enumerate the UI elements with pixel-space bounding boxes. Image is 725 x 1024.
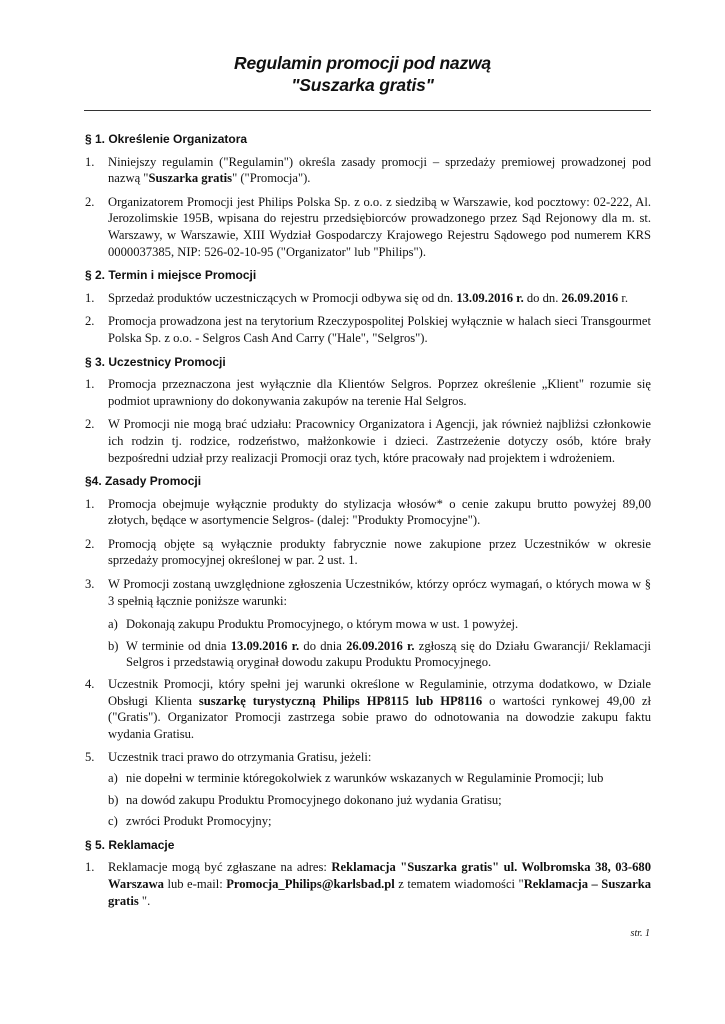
item-text: Promocja obejmuje wyłącznie produkty do stylizacja włosów* o cenie zakupu brutto powyżej 89,00 złotych, będące w asortymencie Selgros- (dalej: "Produkty Promocyjne"). bbox=[108, 496, 651, 528]
section-2-heading: § 2. Termin i miejsce Promocji bbox=[85, 268, 257, 283]
item-number: 1. bbox=[85, 860, 95, 875]
section-4-item-5-b bbox=[85, 792, 651, 809]
section-4-item-5-c bbox=[85, 813, 651, 830]
document-body bbox=[85, 124, 651, 916]
sub-item-text: Dokonają zakupu Produktu Promocyjnego, o którym mowa w ust. 1 powyżej. bbox=[126, 617, 519, 632]
section-4-item-5 bbox=[85, 749, 651, 766]
section-4-item-3-a bbox=[85, 616, 651, 633]
item-text: ". bbox=[138, 893, 151, 908]
section-3-item-2 bbox=[85, 416, 651, 466]
item-text: " ("Promocja"). bbox=[232, 171, 311, 186]
item-number: 4. bbox=[85, 677, 95, 692]
complaint-address: Reklamacja "Suszarka gratis" ul. Wolbromska 38, 03-680 Warszawa bbox=[108, 860, 651, 891]
title-line-1: Regulamin promocji pod nazwą bbox=[234, 53, 491, 73]
item-number: 2. bbox=[85, 314, 95, 329]
section-1-item-1 bbox=[85, 154, 651, 187]
section-3-item-1 bbox=[85, 376, 651, 409]
sub-item-text: zgłoszą się do Działu Gwarancji/ Reklamacji Selgros i przedstawią oryginał dowodu zakupu Produktu Promocyjnego. bbox=[126, 638, 651, 670]
sub-item-text: do dnia bbox=[299, 638, 347, 653]
complaint-email: Promocja_Philips@karlsbad.pl bbox=[226, 876, 395, 891]
section-4-item-4 bbox=[85, 676, 651, 742]
item-number: 2. bbox=[85, 536, 95, 551]
section-2-item-1 bbox=[85, 290, 651, 307]
end-date: 26.09.2016 r. bbox=[346, 638, 415, 653]
section-4-item-3-b bbox=[85, 638, 651, 671]
item-text: W Promocji zostaną uwzględnione zgłoszenia Uczestników, którzy oprócz wymagań, o których mowa w § 3 spełnią łącznie poniższe warunki: bbox=[108, 577, 651, 608]
section-2-item-2 bbox=[85, 313, 651, 346]
title-divider bbox=[84, 110, 651, 111]
item-text: lub e-mail: bbox=[163, 876, 227, 891]
section-4-item-1 bbox=[85, 496, 651, 529]
item-number: 1. bbox=[85, 154, 95, 169]
item-number: 3. bbox=[85, 577, 95, 592]
title-line-2: "Suszarka gratis" bbox=[291, 75, 434, 95]
item-text: Reklamacje mogą być zgłaszane na adres: bbox=[108, 860, 332, 875]
sub-item-letter: a) bbox=[108, 617, 118, 632]
section-1-item-2 bbox=[85, 194, 651, 260]
item-text: Promocja prowadzona jest na terytorium Rzeczypospolitej Polskiej wyłącznie w halach sieci Transgourmet Polska Sp. z o.o. - Selgros Cash And Carry ("Hale", "Selgros"). bbox=[108, 314, 651, 345]
sub-item-letter: a) bbox=[108, 771, 118, 785]
item-number: 1. bbox=[85, 496, 95, 511]
item-text: Niniejszy regulamin ("Regulamin") określa zasady promocji – sprzedaży premiowej prowadzonej pod nazwą " bbox=[108, 154, 651, 186]
sub-item-letter: b) bbox=[108, 638, 119, 653]
item-text: do dn. bbox=[523, 290, 562, 305]
document-title bbox=[0, 52, 725, 96]
item-number: 2. bbox=[85, 194, 95, 209]
section-4-item-3 bbox=[85, 576, 651, 609]
section-4-item-2 bbox=[85, 536, 651, 569]
page-number: str. 1 bbox=[630, 928, 650, 939]
section-1-heading: § 1. Określenie Organizatora bbox=[85, 132, 248, 146]
sub-item-letter: b) bbox=[108, 792, 119, 807]
sub-item-letter: c) bbox=[108, 814, 118, 829]
item-text: Uczestnik Promocji, który spełni jej warunki określone w Regulaminie, otrzyma dodatkowo, w Dziale Obsługi Klienta bbox=[108, 677, 651, 708]
item-number: 2. bbox=[85, 417, 95, 432]
gift-product: suszarkę turystyczną Philips HP8115 lub HP8116 bbox=[198, 693, 483, 708]
item-number: 5. bbox=[85, 750, 95, 765]
sub-item-text: W terminie od dnia bbox=[126, 638, 231, 653]
item-text: Promocją objęte są wyłącznie produkty fabrycznie nowe zakupione przez Uczestników w okresie sprzedaży promocyjnej określonej w par. 2 ust. 1. bbox=[108, 536, 651, 568]
sub-item-text: nie dopełni w terminie któregokolwiek z warunków wskazanych w Regulaminie Promocji; lub bbox=[126, 771, 604, 785]
item-text: z tematem wiadomości " bbox=[394, 876, 524, 891]
item-text: Sprzedaż produktów uczestniczących w Promocji odbywa się od dn. bbox=[108, 290, 457, 305]
section-5-item-1 bbox=[85, 859, 651, 909]
item-number: 1. bbox=[85, 377, 95, 392]
item-text: o wartości rynkowej 49,00 zł ("Gratis"). Organizator Promocji zastrzega sobie prawo do odnotowania na dowodzie zakupu faktu wydania Gratisu. bbox=[108, 693, 651, 741]
section-4-item-5-a bbox=[85, 770, 651, 787]
section-4-heading: §4. Zasady Promocji bbox=[85, 474, 202, 489]
item-text: Promocja przeznaczona jest wyłącznie dla Klientów Selgros. Poprzez określenie „Klient" rozumie się podmiot uprawniony do dokonywania zakupów na terenie Hal Selgros. bbox=[108, 377, 651, 408]
end-date: 26.09.2016 bbox=[561, 290, 619, 305]
item-text: Uczestnik traci prawo do otrzymania Gratisu, jeżeli: bbox=[108, 750, 372, 765]
start-date: 13.09.2016 r. bbox=[456, 290, 524, 305]
section-3-heading: § 3. Uczestnicy Promocji bbox=[85, 354, 226, 369]
sub-item-text: zwróci Produkt Promocyjny; bbox=[126, 814, 272, 829]
sub-item-text: na dowód zakupu Produktu Promocyjnego dokonano już wydania Gratisu; bbox=[126, 792, 502, 807]
item-text: W Promocji nie mogą brać udziału: Pracownicy Organizatora i Agencji, jak również najbliżsi członkowie ich rodzin tj. rodzice, rodzeństwo, małżonkowie i dzieci. Zastrzeżenie dotyczy osób, które brały bezpośredni udział przy realizacji Promocji oraz tych, które pracowały nad projektem i wdrożeniem. bbox=[108, 417, 651, 465]
item-text: Organizatorem Promocji jest Philips Polska Sp. z o.o. z siedzibą w Warszawie, kod pocztowy: 02-222, Al. Jerozolimskie 195B, wpisana do rejestru przedsiębiorców prowadzonego przez Sąd Rejonowy dla m. st. Warszawy, w Warszawie, XIII Wydział Gospodarczy Krajowego Rejestru Sądowego pod numerem KRS 0000037385, NIP: 526-02-10-95 ("Organizator" lub "Philips"). bbox=[108, 194, 651, 259]
start-date: 13.09.2016 r. bbox=[230, 638, 300, 653]
item-number: 1. bbox=[85, 290, 95, 305]
section-5-heading: § 5. Reklamacje bbox=[85, 837, 175, 852]
item-text: r. bbox=[618, 290, 628, 305]
promotion-name: Suszarka gratis bbox=[148, 171, 233, 186]
complaint-subject: Reklamacja – Suszarka gratis bbox=[108, 876, 651, 908]
